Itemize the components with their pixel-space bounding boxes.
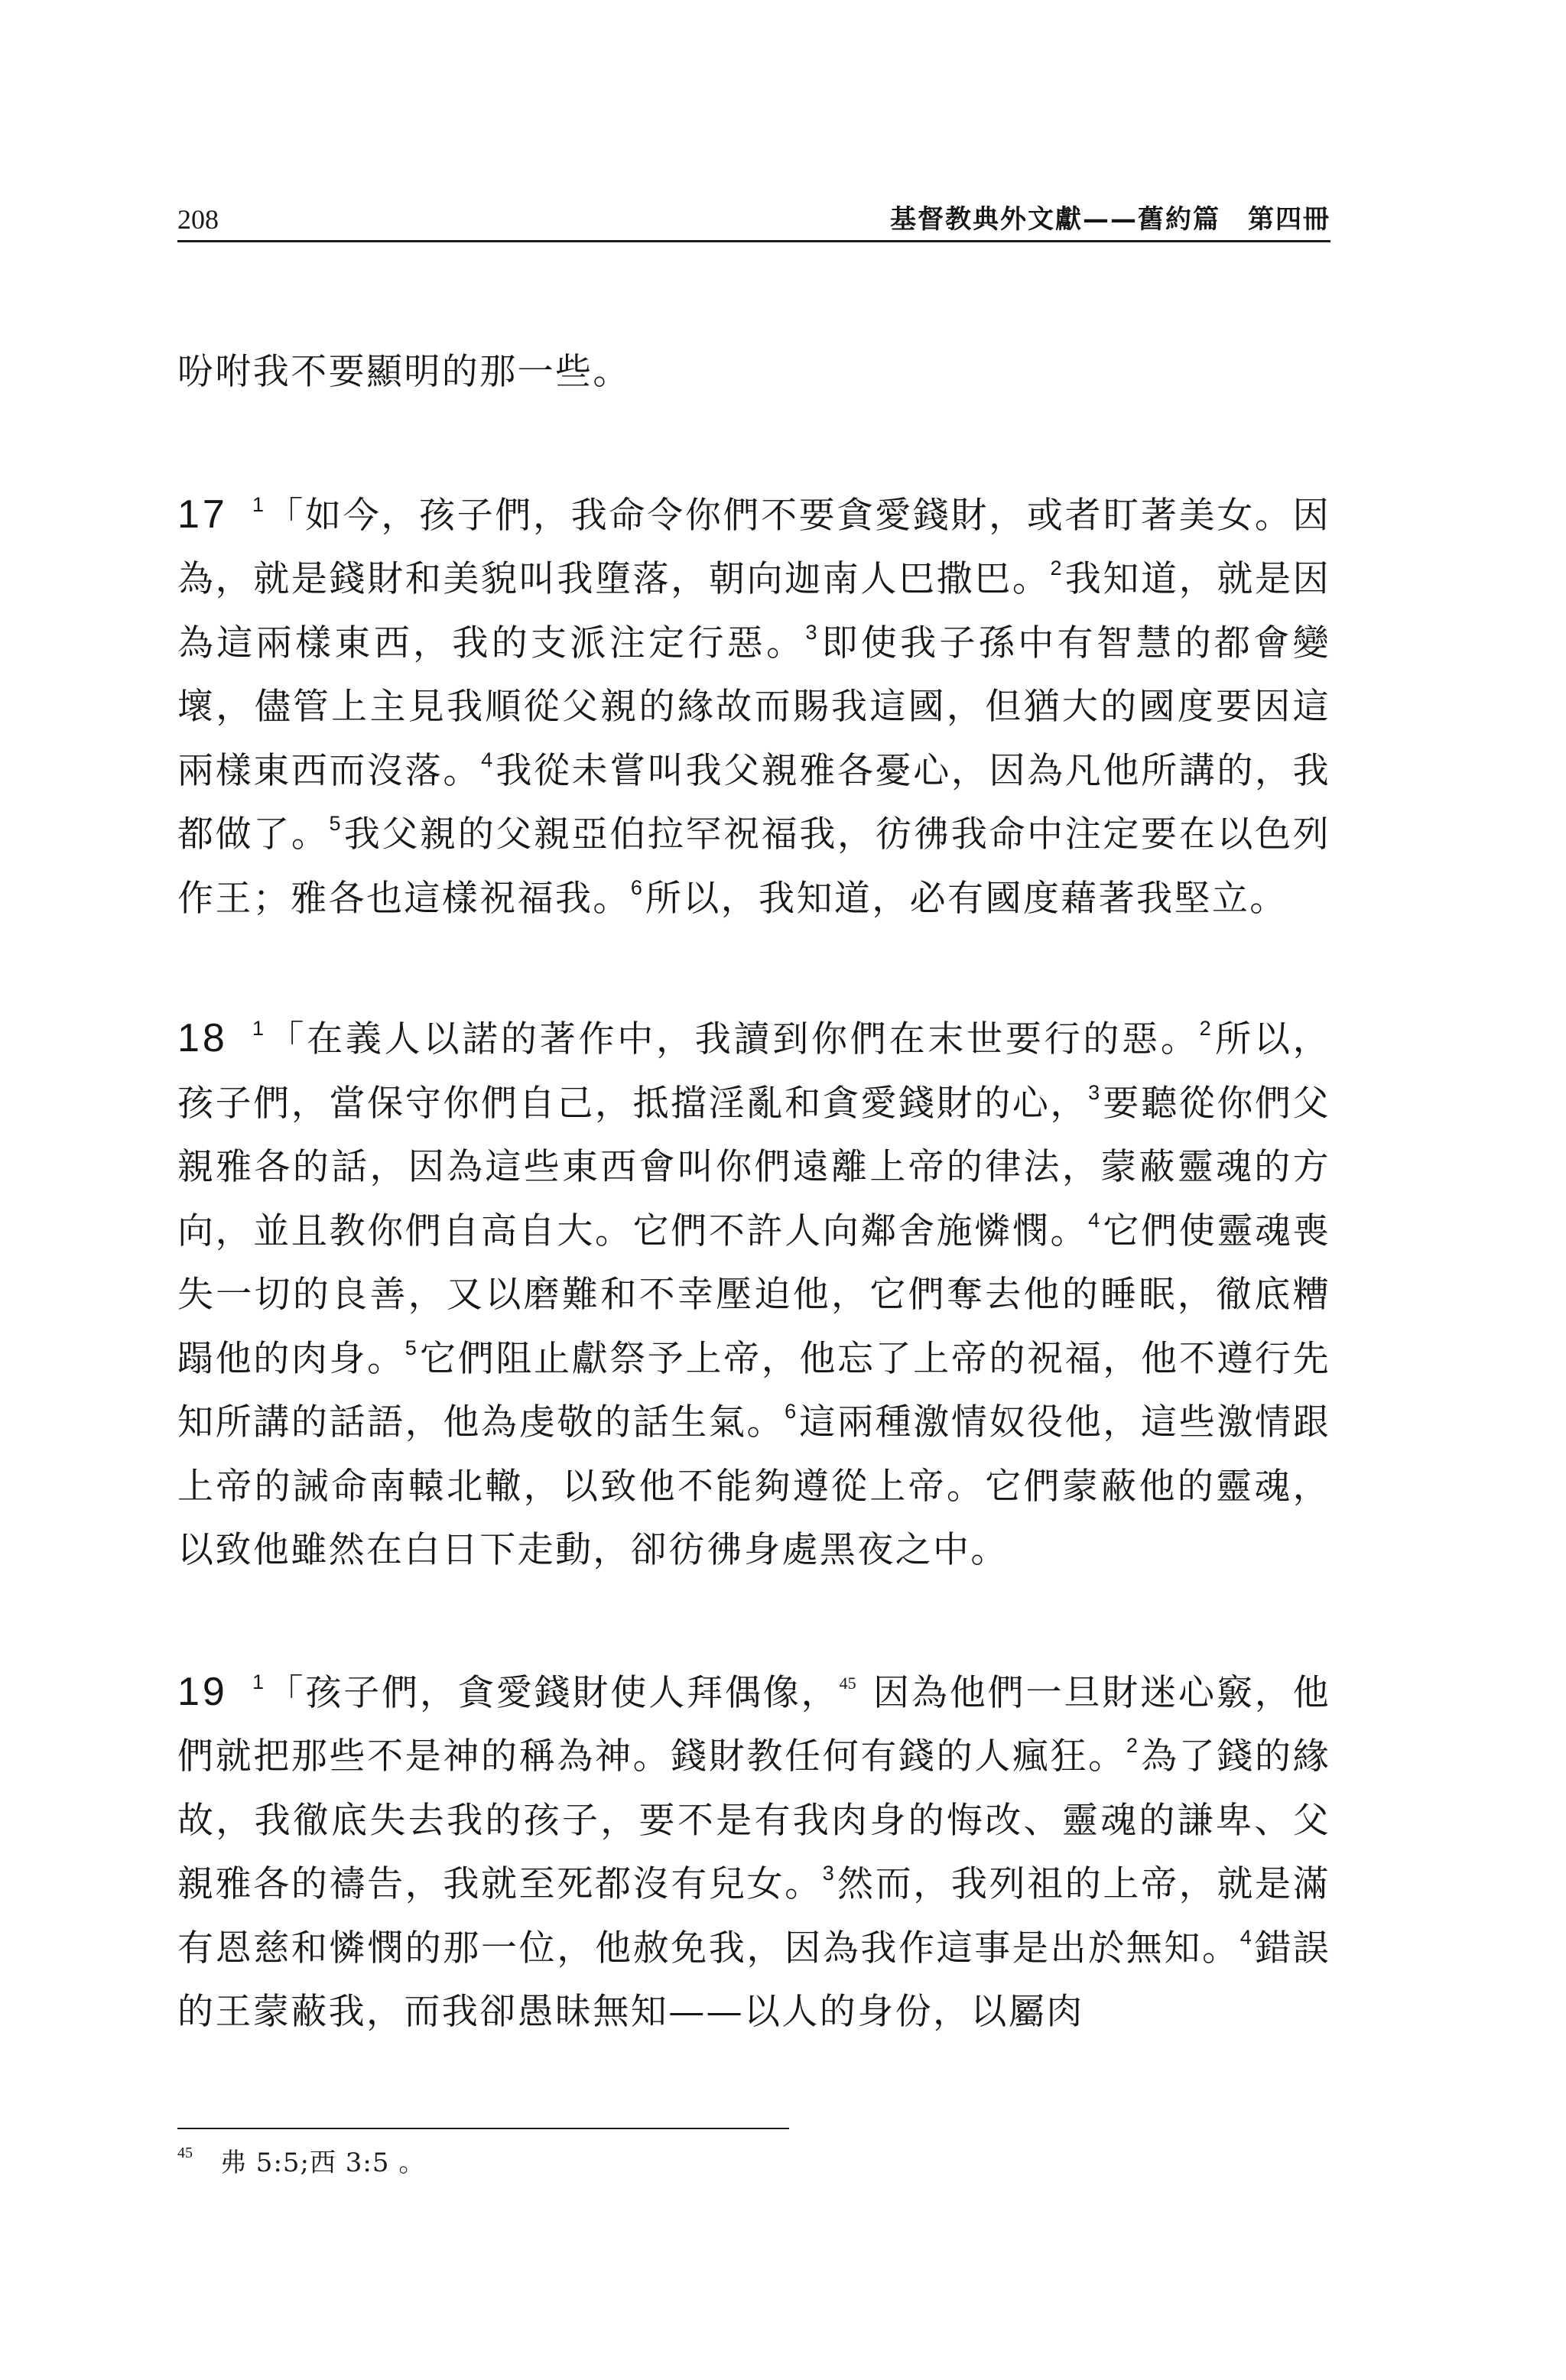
chapter-number: 18: [177, 1016, 228, 1060]
paragraph-p-18: [177, 1007, 1330, 1583]
body-text: [177, 340, 1330, 2044]
verse-text: 「如今，孩子們，我命令你們不要貪愛錢財，或者盯著美女。因為，就是錢財和美貌叫我墮落，朝向迦南人巴撒巴。: [177, 494, 1330, 600]
verse-text: 吩咐我不要顯明的那一些。: [177, 351, 631, 393]
verse-number: 2: [1050, 557, 1062, 580]
verse-text: 這兩種激情奴役他，這些激情跟上帝的誡命南轅北轍，以致他不能夠遵從上帝。它們蒙蔽他的靈魂，以致他雖然在白日下走動，卻彷彿身處黑夜之中。: [177, 1401, 1330, 1571]
verse-text: 它們使靈魂喪失一切的良善，又以磨難和不幸壓迫他，它們奪去他的睡眠，徹底糟蹋他的肉身。: [177, 1209, 1330, 1380]
verse-text: 「在義人以諾的著作中，我讀到你們在末世要行的惡。: [267, 1018, 1200, 1060]
footnote-rule: [177, 2128, 789, 2129]
verse-text: 即使我子孫中有智慧的都會變壞，儘管上主見我順從父親的緣故而賜我這國，但猶大的國度要因這兩樣東西而沒落。: [177, 622, 1330, 792]
verse-text: 「孩子們，貪愛錢財使人拜偶像，: [267, 1671, 840, 1714]
verse-number: 4: [1088, 1208, 1100, 1232]
verse-number: 5: [404, 1336, 417, 1359]
paragraph-p-17: [177, 483, 1330, 931]
verse-number: 2: [1126, 1734, 1138, 1758]
verse-text: 它們阻止獻祭予上帝，他忘了上帝的祝福，他不遵行先知所講的話語，他為虔敬的話生氣。: [177, 1337, 1330, 1443]
footnote-text: 弗 5:5;西 3:5 。: [220, 2148, 426, 2178]
verse-text: 所以，孩子們，當保守你們自己，抵擋淫亂和貪愛錢財的心，: [177, 1018, 1330, 1125]
verse-text: 然而，我列祖的上帝，就是滿有恩慈和憐憫的那一位，他赦免我，因為我作這事是出於無知。: [177, 1863, 1330, 1969]
verse-text: 所以，我知道，必有國度藉著我堅立。: [645, 877, 1288, 920]
verse-number: 4: [1239, 1925, 1252, 1949]
running-title: 基督教典外文獻——舊約篇 第四冊: [890, 204, 1330, 235]
verse-number: 4: [481, 748, 493, 771]
header-rule: [177, 240, 1330, 242]
paragraph-p-19: [177, 1661, 1330, 2044]
verse-text: 我知道，就是因為這兩樣東西，我的支派注定行惡。: [177, 558, 1330, 664]
page-header: [177, 200, 1330, 239]
verse-number: 1: [252, 1670, 265, 1693]
verse-text: 為了錢的緣故，我徹底失去我的孩子，要不是有我肉身的悔改、靈魂的謙卑、父親雅各的禱告，我就至死都沒有兒女。: [177, 1735, 1331, 1905]
verse-text: 因為他們一旦財迷心竅，他們就把那些不是神的稱為神。錢財教任何有錢的人瘋狂。: [177, 1671, 1331, 1778]
verse-text: 我父親的父親亞伯拉罕祝福我，彷彿我命中注定要在以色列作王；雅各也這樣祝福我。: [177, 813, 1330, 920]
verse-number: 6: [630, 875, 642, 899]
verse-number: 1: [252, 492, 265, 516]
verse-number: 1: [252, 1017, 265, 1041]
footnote-number: 45: [177, 2144, 193, 2161]
verse-number: 3: [805, 620, 817, 644]
verse-text: 錯誤的王蒙蔽我，而我卻愚昧無知——以人的身份，以屬肉: [177, 1927, 1330, 2033]
verse-number: 2: [1199, 1017, 1211, 1041]
footnote: [177, 2145, 425, 2180]
page-number: 208: [177, 204, 219, 235]
verse-number: 6: [785, 1400, 797, 1424]
verse-number: 3: [822, 1862, 834, 1885]
footnote-reference: 45: [839, 1673, 856, 1693]
verse-text: 要聽從你們父親雅各的話，因為這些東西會叫你們遠離上帝的律法，蒙蔽靈魂的方向，並且教你們自高自大。它們不許人向鄰舍施憐憫。: [177, 1082, 1330, 1252]
chapter-number: 17: [177, 492, 228, 537]
verse-text: 我從未嘗叫我父親雅各憂心，因為凡他所講的，我都做了。: [177, 749, 1330, 856]
chapter-number: 19: [177, 1669, 228, 1714]
paragraph-p-first: [177, 340, 1330, 404]
verse-number: 5: [329, 812, 341, 836]
verse-number: 3: [1088, 1080, 1100, 1104]
